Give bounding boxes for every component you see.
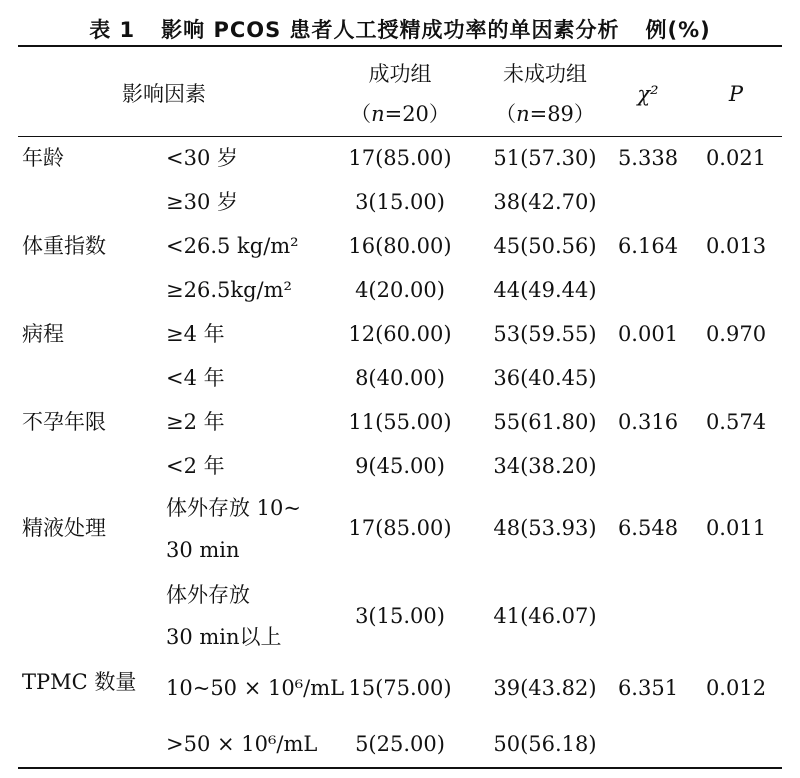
row-chi: 6.548 — [617, 516, 679, 540]
row-category: >50 × 10⁶/mL — [166, 732, 318, 756]
header-fail — [470, 54, 620, 134]
row-fail: 44(49.44) — [493, 278, 597, 302]
row-fail: 53(59.55) — [493, 322, 597, 346]
row-success: 3(15.00) — [355, 190, 445, 214]
row-fail: 51(57.30) — [493, 146, 597, 170]
row-category: ≥4 年 — [166, 322, 225, 346]
table-caption — [0, 14, 800, 44]
row-category: <4 年 — [166, 366, 225, 390]
row-category: <2 年 — [166, 454, 225, 478]
row-success: 17(85.00) — [348, 146, 452, 170]
row-fail: 55(61.80) — [493, 410, 597, 434]
bottom-rule — [18, 767, 782, 769]
row-success: 4(20.00) — [355, 278, 445, 302]
table-number: 表 1 — [89, 18, 136, 42]
row-fail: 41(46.07) — [493, 604, 597, 628]
header-p — [696, 74, 776, 114]
row-success: 12(60.00) — [348, 322, 452, 346]
header-chi — [608, 74, 688, 114]
row-chi: 6.351 — [617, 676, 679, 700]
header-fail-n: （n=89） — [495, 102, 595, 126]
row-p: 0.021 — [705, 146, 767, 170]
header-fail-label: 未成功组 — [503, 62, 587, 86]
header-success-n: （n=20） — [350, 102, 450, 126]
row-fail: 38(42.70) — [493, 190, 597, 214]
row-category-line2: 30 min — [166, 538, 240, 562]
row-p: 0.013 — [705, 234, 767, 258]
row-success: 9(45.00) — [355, 454, 445, 478]
row-success: 16(80.00) — [348, 234, 452, 258]
row-success: 15(75.00) — [348, 676, 452, 700]
row-fail: 36(40.45) — [493, 366, 597, 390]
header-p-symbol: P — [728, 82, 744, 106]
header-success-label: 成功组 — [368, 62, 432, 86]
row-fail: 50(56.18) — [493, 732, 597, 756]
row-fail: 48(53.93) — [493, 516, 597, 540]
row-success: 5(25.00) — [355, 732, 445, 756]
row-chi: 0.316 — [617, 410, 679, 434]
row-chi: 0.001 — [617, 322, 679, 346]
row-category-line2: 30 min以上 — [166, 625, 282, 649]
row-chi: 5.338 — [617, 146, 679, 170]
row-category: ≥30 岁 — [166, 190, 238, 214]
row-category: <30 岁 — [166, 146, 238, 170]
row-fail: 34(38.20) — [493, 454, 597, 478]
row-chi: 6.164 — [617, 234, 679, 258]
row-group: 不孕年限 — [22, 410, 106, 434]
table-title: 影响 PCOS 患者人工授精成功率的单因素分析 — [161, 18, 620, 42]
table-unit: 例(%) — [645, 18, 711, 42]
top-rule — [18, 45, 782, 47]
row-success: 8(40.00) — [355, 366, 445, 390]
row-category: <26.5 kg/m² — [166, 234, 299, 258]
row-category: ≥26.5kg/m² — [166, 278, 292, 302]
row-category: 10~50 × 10⁶/mL — [166, 676, 345, 700]
header-success — [320, 54, 480, 134]
row-category: ≥2 年 — [166, 410, 225, 434]
row-group: TPMC 数量 — [22, 670, 137, 694]
row-fail: 39(43.82) — [493, 676, 597, 700]
row-group: 体重指数 — [22, 234, 106, 258]
row-group: 病程 — [22, 322, 64, 346]
header-rule — [18, 136, 782, 137]
header-factor: 影响因素 — [122, 82, 206, 106]
row-success: 3(15.00) — [355, 604, 445, 628]
row-p: 0.011 — [705, 516, 767, 540]
row-category: 体外存放 10~ — [166, 496, 301, 520]
row-p: 0.970 — [705, 322, 767, 346]
row-category: 体外存放 — [166, 583, 250, 607]
row-success: 17(85.00) — [348, 516, 452, 540]
row-group: 精液处理 — [22, 516, 106, 540]
header-chi-symbol: χ² — [637, 82, 659, 106]
row-fail: 45(50.56) — [493, 234, 597, 258]
row-success: 11(55.00) — [348, 410, 452, 434]
row-p: 0.574 — [705, 410, 767, 434]
row-p: 0.012 — [705, 676, 767, 700]
row-group: 年龄 — [22, 146, 64, 170]
